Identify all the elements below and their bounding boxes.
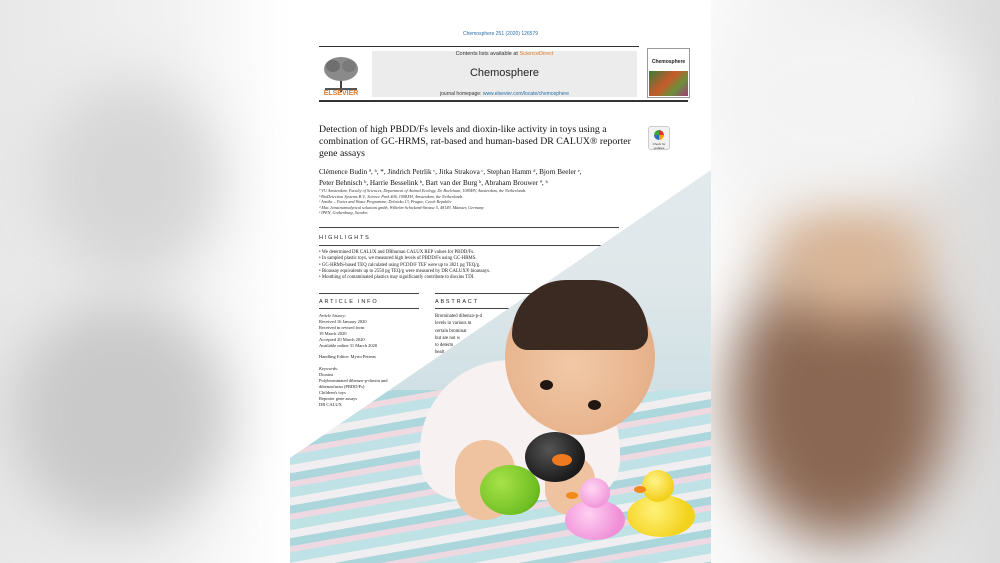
article-history-label: Article history: <box>319 313 347 318</box>
journal-homepage-link[interactable]: www.elsevier.com/locate/chemosphere <box>482 91 569 97</box>
highlight-item: • We determined DR CALUX and DRhuman CALUX REP values for PBDD/Fs. <box>319 250 475 255</box>
handling-editor: Handling Editor: Myrto Petreas <box>319 354 376 360</box>
journal-cover-thumbnail[interactable] <box>647 48 690 98</box>
history-item: Received 16 January 2020 <box>319 318 367 324</box>
crossmark-button[interactable] <box>648 126 670 150</box>
pink-duck-beak <box>566 492 578 499</box>
orange-toy-piece <box>552 454 572 466</box>
keyword: dibenzofuran (PBDD/Fs) <box>319 384 365 390</box>
abstract-line: levels in various m <box>435 321 472 327</box>
yellow-duck-head <box>642 470 674 502</box>
homepage-prefix: journal homepage: <box>440 91 483 97</box>
contents-available-line <box>372 51 637 57</box>
keyword: DR CALUX <box>319 401 342 407</box>
baby-eye-left <box>540 380 553 390</box>
history-item: 19 March 2020 <box>319 330 347 336</box>
authors-line-2: Peter Behnisch ᵇ, Harrie Besselink ᵇ, Bart van der Burg ᵇ, Abraham Brouwer ª, ᵇ <box>319 178 548 187</box>
cover-title: Chemosphere <box>651 59 686 65</box>
history-item: Available online 31 March 2020 <box>319 342 378 348</box>
keyword: Reporter gene assays <box>319 395 357 401</box>
highlights-rule <box>319 227 619 228</box>
authors-line-1: Clémence Budin ª, ᵇ, *, Jindrich Petrlik ᶜ, Jitka Strakova ᶜ, Stephan Hamm ᵈ, Bjorn Beeler ᵉ, <box>319 168 582 176</box>
elsevier-wordmark: ELSEVIER <box>323 90 359 97</box>
affiliation: ª VU Amsterdam, Faculty of Sciences, Department of Animal Ecology, De Boelelaan, 1085HV, Amsterdam, the Netherlands <box>319 188 526 193</box>
affiliations <box>319 188 679 216</box>
author-list <box>319 167 659 188</box>
header-rule-bottom <box>319 100 688 102</box>
keywords-label: Keywords: <box>319 366 339 372</box>
yellow-duck-beak <box>634 486 646 493</box>
abstract-line: to determ <box>435 343 454 349</box>
highlight-item: • In sampled plastic toys, we measured high levels of PBDD/Fs using GC-HRMS. <box>319 256 477 262</box>
keyword: Dioxins <box>319 372 334 378</box>
header-rule-top <box>319 46 639 47</box>
journal-homepage-line <box>372 91 637 97</box>
affiliation: ᶜ Arnika – Toxics and Waste Programme, Delnicka 13, Prague, Czech Republic <box>319 199 452 205</box>
article-info-rule-lower <box>319 308 419 309</box>
highlight-item: • Mouthing of contaminated plastics may significantly contribute to dioxins TDI. <box>319 275 475 281</box>
journal-name: Chemosphere <box>469 67 540 79</box>
journal-citation[interactable]: Chemosphere 251 (2020) 126579 <box>462 31 539 37</box>
article-title: Detection of high PBDD/Fs levels and dioxin-like activity in toys using a combination of GC-HRMS, rat-based and human-based DR CALUX® reporter gene assays <box>319 124 631 159</box>
pink-duck-head <box>580 478 610 508</box>
affiliation: ᵈ Max Jeinstrumnalytical solutions gmbh, Wilhelm-Schickard-Strasse 5, 48149, Münster, Germany <box>319 204 484 210</box>
contents-prefix: Contents lists available at <box>455 51 520 57</box>
abstract-line: but are not w <box>435 335 461 341</box>
keyword: Children's toys <box>319 389 346 395</box>
background-left <box>0 0 290 563</box>
abstract-line: healt <box>435 350 445 356</box>
crossmark-icon <box>654 130 664 140</box>
history-item: Accepted 20 March 2020 <box>319 336 365 342</box>
highlight-item: • Bioassay equivalents up to 2550 pg TEQ/g were measured by DR CALUX® bioassays. <box>319 268 491 274</box>
highlights-rule-lower <box>319 245 619 246</box>
highlights-heading: HIGHLIGHTS <box>319 235 371 241</box>
affiliation: ᵇ BioDetection Systems B.V., Science Park 406, 1098XH, Amsterdam, the Netherlands <box>319 193 463 199</box>
abstract-line: certain brominat <box>435 328 467 334</box>
highlight-item: • GC-HRMS-based TEQ calculated using PCDD/F TEF were up to 3821 pg TEQ/g. <box>319 262 481 268</box>
crossmark-label: Check for updates <box>652 142 666 150</box>
abstract-line: Brominated dibenzo-p-d <box>435 314 483 319</box>
cover-image <box>649 71 688 96</box>
affiliation: ᵉ IPEN, Gothenburg, Sweden <box>319 210 368 216</box>
sciencedirect-link[interactable]: ScienceDirect <box>519 51 554 57</box>
article-info-rule <box>319 293 419 294</box>
background-right <box>710 0 1000 563</box>
article-info-heading: ARTICLE INFO <box>319 299 379 305</box>
baby-eye-right <box>588 400 601 410</box>
history-item: Received in revised form <box>319 324 365 330</box>
keyword: Polybrominated dibenzo-p-dioxin and <box>319 378 388 384</box>
abstract-heading: ABSTRACT <box>435 299 479 305</box>
